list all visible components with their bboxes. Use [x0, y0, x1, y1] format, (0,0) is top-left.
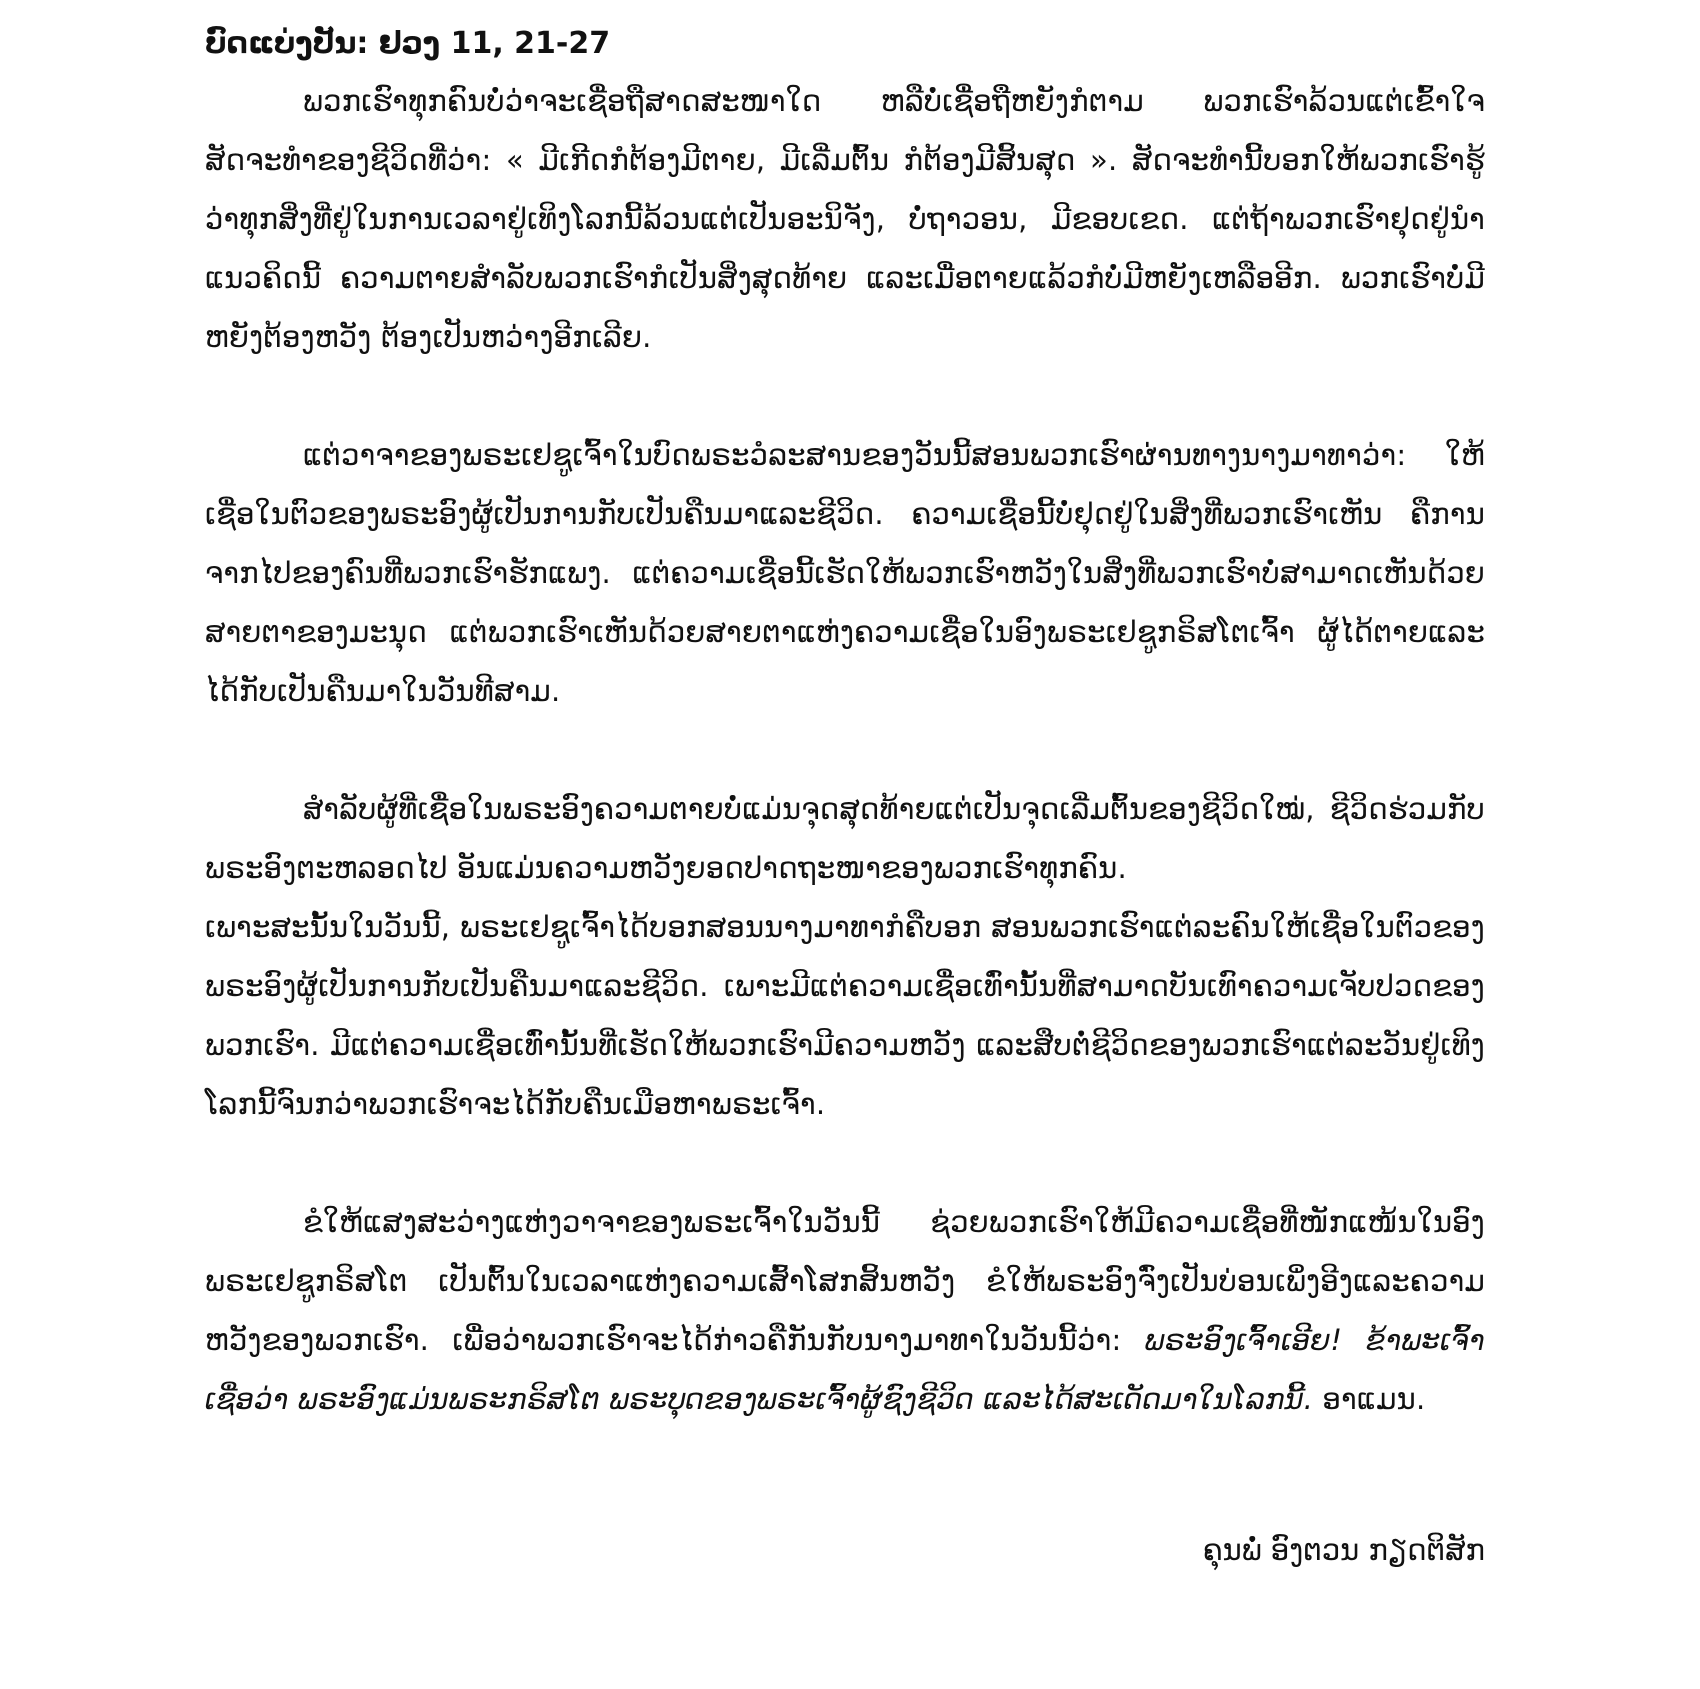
document-heading: ບົດແບ່ງປັນ: ຢວງ 11, 21-27 — [205, 26, 611, 61]
paragraph-gap — [205, 1134, 1485, 1193]
paragraph-2: ແຕ່ວາຈາຂອງພຣະເຢຊູເຈົ້າໃນບົດພຣະວໍລະສານຂອງວັນນີ້ສອນພວກເຮົາຜ່ານທາງນາງມາທາວ່າ: ໃຫ້ເຊື່ອໃນຕົວຂອງພຣະອົງຜູ້ເປັນການກັບເປັນຄືນມາແລະຊີວິດ. ຄວາມເຊື່ອນີ້ບໍ່ຢຸດຢູ່ໃນສິ່ງທີ່ພວກເຮົາເຫັນ ຄືການຈາກໄປຂອງຄົນທີ່ພວກເຮົາຮັກແພງ. ແຕ່ຄວາມເຊື່ອນີ້ເຮັດໃຫ້ພວກເຮົາຫວັງໃນສິ່ງທີ່ພວກເຮົາບໍ່ສາມາດເຫັນດ້ວຍສາຍຕາຂອງມະນຸດ ແຕ່ພວກເຮົາເຫັນດ້ວຍສາຍຕາແຫ່ງຄວາມເຊື່ອໃນອົງພຣະເຢຊູກຣິສໂຕເຈົ້າ ຜູ້ໄດ້ຕາຍແລະໄດ້ກັບເປັນຄືນມາໃນວັນທີສາມ. — [205, 438, 1485, 708]
paragraph-3a: ສຳລັບຜູ້ທີ່ເຊື່ອໃນພຣະອົງຄວາມຕາຍບໍ່ແມ່ນຈຸດສຸດທ້າຍແຕ່ເປັນຈຸດເລີ່ມຕົ້ນຂອງຊີວິດໃໝ່, ຊີວິດຮ່ວມກັບພຣະອົງຕະຫລອດໄປ ອັນແມ່ນຄວາມຫວັງຍອດປາດຖະໜາຂອງພວກເຮົາທຸກຄົນ. — [205, 792, 1485, 885]
paragraph-1: ພວກເຮົາທຸກຄົນບໍ່ວ່າຈະເຊື່ອຖືສາດສະໜາໃດ ຫລືບໍ່ເຊື່ອຖືຫຍັງກໍຕາມ ພວກເຮົາລ້ວນແຕ່ເຂົ້າໃຈສັດຈະທຳຂອງຊີວິດທີ່ວ່າ: « ມີເກີດກໍຕ້ອງມີຕາຍ, ມີເລີ່ມຕົ້ນ ກໍຕ້ອງມີສິ້ນສຸດ ». ສັດຈະທຳນີ້ບອກໃຫ້ພວກເຮົາຮູ້ວ່າທຸກສິ່ງທີ່ຢູ່ໃນການເວລາຢູ່ເທິງໂລກນີ້ລ້ວນແຕ່ເປັນອະນິຈັງ, ບໍ່ຖາວອນ, ມີຂອບເຂດ. ແຕ່ຖ້າພວກເຮົາຢຸດຢູ່ນຳແນວຄິດນີ້ ຄວາມຕາຍສຳລັບພວກເຮົາກໍເປັນສິ່ງສຸດທ້າຍ ແລະເມື່ອຕາຍແລ້ວກໍບໍ່ມີຫຍັງເຫລືອອີກ. ພວກເຮົາບໍ່ມີຫຍັງຕ້ອງຫວັງ ຕ້ອງເປັນຫວ່າງອີກເລີຍ. — [205, 84, 1485, 354]
paragraph-gap — [205, 367, 1485, 426]
paragraph-3b: ເພາະສະນັ້ນໃນວັນນີ້, ພຣະເຢຊູເຈົ້າໄດ້ບອກສອນນາງມາທາກໍຄືບອກ ສອນພວກເຮົາແຕ່ລະຄົນໃຫ້ເຊື່ອໃນຕົວຂອງພຣະອົງຜູ້ເປັນການກັບເປັນຄືນມາແລະຊີວິດ. ເພາະມີແຕ່ຄວາມເຊື່ອເທົ່ານັ້ນທີ່ສາມາດບັນເທົາຄວາມເຈັບປວດຂອງພວກເຮົາ. ມີແຕ່ຄວາມເຊື່ອເທົ່ານັ້ນທີ່ເຮັດໃຫ້ພວກເຮົາມີຄວາມຫວັງ ແລະສືບຕໍ່ຊີວິດຂອງພວກເຮົາແຕ່ລະວັນຢູ່ເທິງໂລກນີ້ຈົນກວ່າພວກເຮົາຈະໄດ້ກັບຄືນເມືອຫາພຣະເຈົ້າ. — [205, 910, 1485, 1121]
author-signature: ຄຸນພໍ່ ອົງຕວນ ກຽດຕິສັກ — [1202, 1533, 1485, 1567]
paragraph-4 — [205, 1193, 1485, 1429]
paragraph-gap — [205, 721, 1485, 780]
paragraph-4-quote: ພຣະອົງເຈົ້າເອີຍ! ຂ້າພະເຈົ້າເຊື່ອວ່າ ພຣະອົງແມ່ນພຣະກຣິສໂຕ ພຣະບຸດຂອງພຣະເຈົ້າຜູ້ຊົງຊີວິດ ແລະໄດ້ສະເດັດມາໃນໂລກນີ້. — [205, 1323, 1485, 1416]
paragraph-4-end: ອາແມນ. — [1313, 1382, 1426, 1416]
paragraph-4-start: ຂໍໃຫ້ແສງສະວ່າງແຫ່ງວາຈາຂອງພຣະເຈົ້າໃນວັນນີ້ ຊ່ວຍພວກເຮົາໃຫ້ມີຄວາມເຊື່ອທີ່ໜັກແໜ້ນໃນອົງພຣະເຢຊູກຣິສໂຕ ເປັນຕົ້ນໃນເວລາແຫ່ງຄວາມເສົ້າໂສກສິ້ນຫວັງ ຂໍໃຫ້ພຣະອົງຈົ່ງເປັນບ່ອນເພິ່ງອີງແລະຄວາມຫວັງຂອງພວກເຮົາ. ເພື່ອວ່າພວກເຮົາຈະໄດ້ກ່າວຄືກັນກັບນາງມາທາໃນວັນນີ້ວ່າ: — [205, 1205, 1485, 1357]
